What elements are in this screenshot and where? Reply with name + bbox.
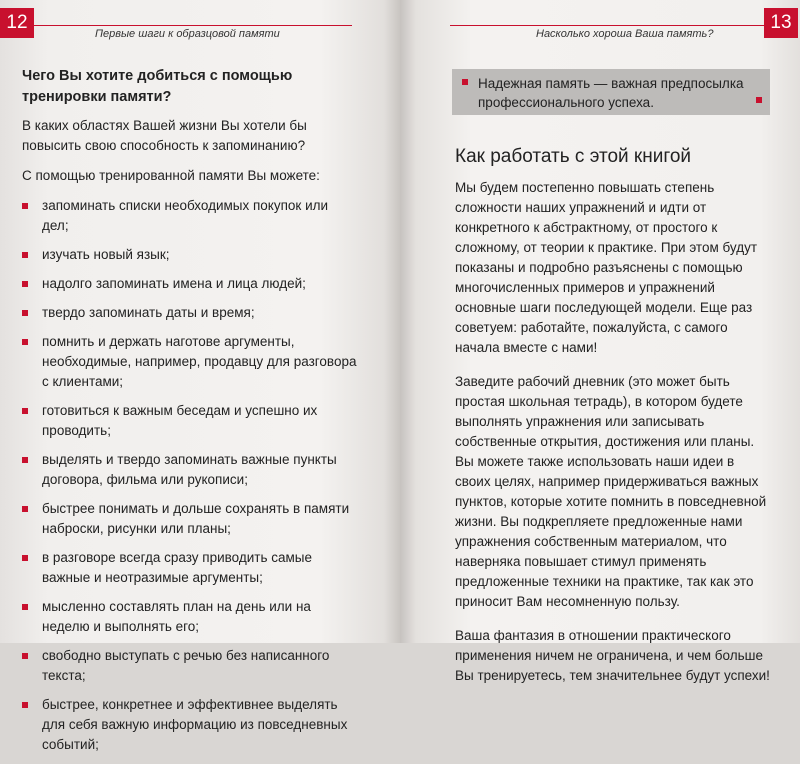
list-item (22, 303, 358, 323)
list-item (22, 597, 358, 637)
bullet-square-icon (22, 506, 28, 512)
lead-paragraph: С помощью тренированной памяти Вы можете: (22, 168, 320, 183)
list-item-text: свободно выступать с речью без написанного текста; (42, 648, 330, 683)
section-heading-right: Как работать с этой книгой (455, 146, 692, 167)
list-item (22, 646, 358, 686)
list-item (22, 548, 358, 588)
bullet-square-icon (22, 339, 28, 345)
callout-square-icon (756, 97, 762, 103)
callout-square-icon (462, 79, 468, 85)
header-rule-right (450, 25, 766, 26)
bullet-square-icon (22, 604, 28, 610)
bullet-square-icon (22, 457, 28, 463)
list-item-text: запоминать списки необходимых покупок или дел; (42, 198, 329, 233)
list-item-text: твердо запоминать даты и время; (42, 305, 255, 320)
bullet-square-icon (22, 555, 28, 561)
right-page (400, 0, 800, 683)
page-number-left: 12 (0, 8, 34, 38)
list-item (22, 274, 358, 294)
list-item-text: в разговоре всегда сразу приводить самые важные и неотразимые аргументы; (42, 550, 313, 585)
bullet-square-icon (22, 281, 28, 287)
callout-box (452, 69, 770, 115)
left-page (0, 0, 400, 752)
list-item (22, 450, 358, 490)
left-content (22, 66, 358, 764)
bullet-square-icon (22, 653, 28, 659)
running-header-left: Первые шаги к образцовой памяти (95, 28, 280, 40)
bullet-square-icon (22, 252, 28, 258)
body-paragraph: Мы будем постепенно повышать степень сложности наших упражнений и идти от конкретного к абстрактному, от простого к сложному, от теории к практике. При этом будут показаны и подробно разъяснены с помощью многочисленных примеров и упражнений основные шаги последующей модели. Еще раз советуем: работайте, пожалуйста, с самого начала вместе с нами! (455, 180, 758, 355)
right-content (455, 178, 773, 700)
list-item (22, 245, 358, 265)
list-item-text: выделять и твердо запоминать важные пункты договора, фильма или рукописи; (42, 452, 337, 487)
list-item (22, 499, 358, 539)
bullet-square-icon (22, 203, 28, 209)
list-item (22, 196, 358, 236)
page-number-right: 13 (764, 8, 798, 38)
bullet-square-icon (22, 310, 28, 316)
list-item-text: быстрее понимать и дольше сохранять в памяти наброски, рисунки или планы; (42, 501, 350, 536)
list-item-text: помнить и держать наготове аргументы, необходимые, например, продавцу для разговора с клиентами; (42, 334, 357, 389)
bullet-list (22, 196, 358, 755)
list-item-text: надолго запоминать имена и лица людей; (42, 276, 306, 291)
list-item (22, 401, 358, 441)
bullet-square-icon (22, 702, 28, 708)
list-item-text: мысленно составлять план на день или на неделю и выполнять его; (42, 599, 311, 634)
callout-text: Надежная память — важная предпосылка профессионального успеха. (478, 76, 744, 110)
list-item-text: готовиться к важным беседам и успешно их проводить; (42, 403, 318, 438)
bullet-square-icon (22, 408, 28, 414)
header-rule-left (34, 25, 352, 26)
list-item (22, 695, 358, 755)
body-paragraph: Ваша фантазия в отношении практического применения ничем не ограничена, и чем больше Вы тренируетесь, тем значительнее будут успехи! (455, 628, 770, 683)
list-item-text: изучать новый язык; (42, 247, 170, 262)
intro-paragraph: В каких областях Вашей жизни Вы хотели бы повысить свою способность к запоминанию? (22, 118, 307, 153)
list-item (22, 332, 358, 392)
section-heading-left: Чего Вы хотите добиться с помощью тренировки памяти? (22, 68, 293, 105)
list-item-text: быстрее, конкретнее и эффективнее выделять для себя важную информацию из повседневных событий; (42, 697, 348, 752)
running-header-right: Насколько хороша Ваша память? (536, 28, 714, 40)
body-paragraph: Заведите рабочий дневник (это может быть простая школьная тетрадь), в котором будете выполнять упражнения или записывать собственные открытия, достижения или планы. Вы можете также использовать наши идеи в своих целях, например придерживаться важных пунктов, которые хотите помнить в повседневной жизни. Вы подкрепляете предложенные нами упражнения собственным материалом, что наверняка повышает стимул применять предложенные техники на практике, так как это приносит Вам несомненную пользу. (455, 374, 767, 609)
